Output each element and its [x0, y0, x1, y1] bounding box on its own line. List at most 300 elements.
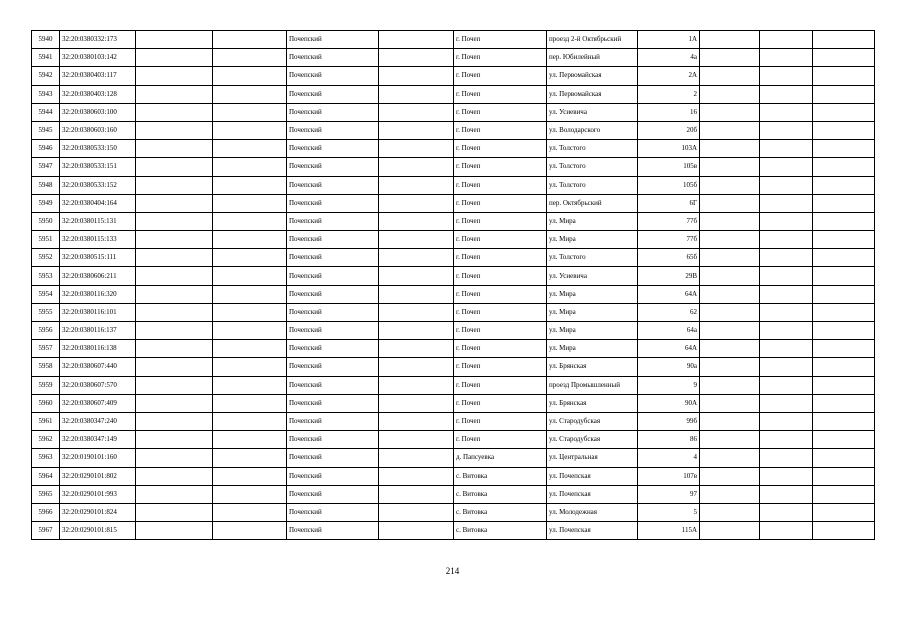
settlement-cell: г. Почеп: [454, 67, 547, 85]
empty-cell: [760, 522, 813, 540]
table-row: [32, 85, 875, 103]
empty-cell: [136, 394, 213, 412]
empty-cell: [379, 267, 454, 285]
settlement-cell: г. Почеп: [454, 85, 547, 103]
street-cell: ул. Мира: [547, 231, 638, 249]
empty-cell: [700, 376, 760, 394]
empty-cell: [700, 358, 760, 376]
table-row: [32, 449, 875, 467]
empty-cell: [136, 303, 213, 321]
table-row: [32, 431, 875, 449]
empty-cell: [213, 194, 287, 212]
row-number: 5942: [32, 67, 60, 85]
house-number-cell: 2А: [638, 67, 700, 85]
empty-cell: [379, 67, 454, 85]
settlement-cell: г. Почеп: [454, 103, 547, 121]
empty-cell: [813, 503, 875, 521]
empty-cell: [379, 485, 454, 503]
empty-cell: [379, 449, 454, 467]
empty-cell: [213, 231, 287, 249]
empty-cell: [813, 267, 875, 285]
empty-cell: [213, 431, 287, 449]
empty-cell: [136, 322, 213, 340]
empty-cell: [700, 522, 760, 540]
district-cell: Почепский: [287, 412, 379, 430]
empty-cell: [136, 85, 213, 103]
street-cell: пер. Юбилейный: [547, 49, 638, 67]
row-number: 5962: [32, 431, 60, 449]
empty-cell: [136, 467, 213, 485]
empty-cell: [213, 121, 287, 139]
table-row: [32, 412, 875, 430]
empty-cell: [813, 285, 875, 303]
empty-cell: [760, 31, 813, 49]
empty-cell: [760, 303, 813, 321]
empty-cell: [213, 249, 287, 267]
street-cell: ул. Усиевича: [547, 267, 638, 285]
empty-cell: [379, 249, 454, 267]
empty-cell: [760, 249, 813, 267]
empty-cell: [213, 522, 287, 540]
street-cell: ул. Брянская: [547, 394, 638, 412]
table-row: [32, 231, 875, 249]
settlement-cell: г. Почеп: [454, 158, 547, 176]
empty-cell: [136, 103, 213, 121]
settlement-cell: г. Почеп: [454, 394, 547, 412]
settlement-cell: г. Почеп: [454, 322, 547, 340]
empty-cell: [136, 249, 213, 267]
empty-cell: [136, 158, 213, 176]
house-number-cell: 5: [638, 503, 700, 521]
empty-cell: [136, 212, 213, 230]
empty-cell: [379, 49, 454, 67]
table-row: [32, 103, 875, 121]
empty-cell: [379, 394, 454, 412]
table-row: [32, 485, 875, 503]
empty-cell: [213, 67, 287, 85]
empty-cell: [760, 267, 813, 285]
empty-cell: [136, 376, 213, 394]
empty-cell: [213, 212, 287, 230]
empty-cell: [813, 67, 875, 85]
empty-cell: [813, 194, 875, 212]
street-cell: ул. Толстого: [547, 158, 638, 176]
settlement-cell: г. Почеп: [454, 140, 547, 158]
table-row: [32, 176, 875, 194]
cadastral-number: 32:20:0380404:164: [60, 194, 136, 212]
settlement-cell: г. Почеп: [454, 212, 547, 230]
empty-cell: [813, 85, 875, 103]
empty-cell: [700, 503, 760, 521]
district-cell: Почепский: [287, 212, 379, 230]
street-cell: ул. Мира: [547, 212, 638, 230]
street-cell: ул. Мира: [547, 285, 638, 303]
empty-cell: [760, 285, 813, 303]
empty-cell: [136, 412, 213, 430]
empty-cell: [379, 140, 454, 158]
empty-cell: [213, 158, 287, 176]
house-number-cell: 9: [638, 376, 700, 394]
empty-cell: [760, 85, 813, 103]
empty-cell: [813, 394, 875, 412]
empty-cell: [213, 485, 287, 503]
cadastral-number: 32:20:0380332:173: [60, 31, 136, 49]
empty-cell: [136, 340, 213, 358]
empty-cell: [213, 303, 287, 321]
house-number-cell: 64а: [638, 322, 700, 340]
house-number-cell: 103А: [638, 140, 700, 158]
empty-cell: [379, 340, 454, 358]
street-cell: пер. Октябрьский: [547, 194, 638, 212]
empty-cell: [136, 358, 213, 376]
street-cell: ул. Центральная: [547, 449, 638, 467]
empty-cell: [760, 158, 813, 176]
empty-cell: [136, 67, 213, 85]
empty-cell: [760, 412, 813, 430]
house-number-cell: 1А: [638, 31, 700, 49]
street-cell: проезд 2-й Октябрьский: [547, 31, 638, 49]
district-cell: Почепский: [287, 449, 379, 467]
empty-cell: [760, 485, 813, 503]
cadastral-number: 32:20:0380607:409: [60, 394, 136, 412]
row-number: 5944: [32, 103, 60, 121]
table-row: [32, 121, 875, 139]
empty-cell: [813, 449, 875, 467]
house-number-cell: 115А: [638, 522, 700, 540]
empty-cell: [136, 140, 213, 158]
empty-cell: [760, 212, 813, 230]
cadastral-number: 32:20:0380603:100: [60, 103, 136, 121]
row-number: 5959: [32, 376, 60, 394]
settlement-cell: д. Папсуевка: [454, 449, 547, 467]
empty-cell: [813, 158, 875, 176]
empty-cell: [213, 467, 287, 485]
empty-cell: [136, 49, 213, 67]
empty-cell: [700, 267, 760, 285]
empty-cell: [700, 449, 760, 467]
row-number: 5967: [32, 522, 60, 540]
district-cell: Почепский: [287, 176, 379, 194]
row-number: 5940: [32, 31, 60, 49]
empty-cell: [760, 140, 813, 158]
district-cell: Почепский: [287, 103, 379, 121]
cadastral-number: 32:20:0380116:101: [60, 303, 136, 321]
district-cell: Почепский: [287, 358, 379, 376]
cadastral-number: 32:20:0380515:111: [60, 249, 136, 267]
empty-cell: [760, 340, 813, 358]
district-cell: Почепский: [287, 158, 379, 176]
table-row: [32, 522, 875, 540]
empty-cell: [379, 431, 454, 449]
empty-cell: [700, 31, 760, 49]
settlement-cell: г. Почеп: [454, 412, 547, 430]
settlement-cell: г. Почеп: [454, 121, 547, 139]
cadastral-number: 32:20:0380347:240: [60, 412, 136, 430]
empty-cell: [213, 412, 287, 430]
settlement-cell: г. Почеп: [454, 340, 547, 358]
table-row: [32, 322, 875, 340]
empty-cell: [213, 85, 287, 103]
empty-cell: [700, 467, 760, 485]
empty-cell: [760, 358, 813, 376]
row-number: 5957: [32, 340, 60, 358]
empty-cell: [136, 449, 213, 467]
cadastral-number: 32:20:0380116:137: [60, 322, 136, 340]
empty-cell: [213, 31, 287, 49]
settlement-cell: г. Почеп: [454, 231, 547, 249]
empty-cell: [136, 194, 213, 212]
empty-cell: [813, 176, 875, 194]
empty-cell: [760, 121, 813, 139]
empty-cell: [213, 49, 287, 67]
settlement-cell: г. Почеп: [454, 376, 547, 394]
settlement-cell: г. Почеп: [454, 358, 547, 376]
empty-cell: [813, 121, 875, 139]
settlement-cell: г. Почеп: [454, 285, 547, 303]
empty-cell: [379, 31, 454, 49]
empty-cell: [700, 249, 760, 267]
table-row: [32, 303, 875, 321]
street-cell: ул. Брянская: [547, 358, 638, 376]
cadastral-number: 32:20:0380603:160: [60, 121, 136, 139]
table-row: [32, 358, 875, 376]
empty-cell: [760, 49, 813, 67]
street-cell: ул. Володарского: [547, 121, 638, 139]
house-number-cell: 105в: [638, 158, 700, 176]
empty-cell: [379, 376, 454, 394]
street-cell: ул. Стародубская: [547, 431, 638, 449]
empty-cell: [813, 303, 875, 321]
table-row: [32, 467, 875, 485]
empty-cell: [700, 49, 760, 67]
table-row: [32, 394, 875, 412]
house-number-cell: 4: [638, 449, 700, 467]
street-cell: ул. Усиевича: [547, 103, 638, 121]
table-row: [32, 140, 875, 158]
empty-cell: [136, 485, 213, 503]
district-cell: Почепский: [287, 522, 379, 540]
empty-cell: [813, 249, 875, 267]
table-row: [32, 194, 875, 212]
house-number-cell: 90а: [638, 358, 700, 376]
settlement-cell: г. Почеп: [454, 267, 547, 285]
table-row: [32, 67, 875, 85]
empty-cell: [379, 303, 454, 321]
empty-cell: [379, 121, 454, 139]
empty-cell: [136, 31, 213, 49]
empty-cell: [813, 522, 875, 540]
empty-cell: [813, 431, 875, 449]
district-cell: Почепский: [287, 376, 379, 394]
empty-cell: [700, 394, 760, 412]
table-row: [32, 212, 875, 230]
table-row: [32, 340, 875, 358]
house-number-cell: 6Г: [638, 194, 700, 212]
cadastral-number: 32:20:0290101:815: [60, 522, 136, 540]
empty-cell: [760, 103, 813, 121]
empty-cell: [379, 467, 454, 485]
row-number: 5960: [32, 394, 60, 412]
house-number-cell: 107в: [638, 467, 700, 485]
empty-cell: [136, 522, 213, 540]
district-cell: Почепский: [287, 303, 379, 321]
empty-cell: [213, 376, 287, 394]
empty-cell: [213, 267, 287, 285]
empty-cell: [813, 103, 875, 121]
empty-cell: [213, 358, 287, 376]
empty-cell: [813, 358, 875, 376]
empty-cell: [760, 394, 813, 412]
row-number: 5941: [32, 49, 60, 67]
empty-cell: [136, 267, 213, 285]
empty-cell: [813, 140, 875, 158]
empty-cell: [213, 449, 287, 467]
empty-cell: [213, 394, 287, 412]
empty-cell: [379, 212, 454, 230]
empty-cell: [700, 212, 760, 230]
row-number: 5943: [32, 85, 60, 103]
house-number-cell: 77б: [638, 231, 700, 249]
cadastral-number: 32:20:0380403:117: [60, 67, 136, 85]
district-cell: Почепский: [287, 340, 379, 358]
cadastral-number: 32:20:0380607:570: [60, 376, 136, 394]
empty-cell: [760, 322, 813, 340]
street-cell: ул. Почепская: [547, 485, 638, 503]
empty-cell: [700, 322, 760, 340]
table-row: [32, 376, 875, 394]
house-number-cell: 97: [638, 485, 700, 503]
district-cell: Почепский: [287, 503, 379, 521]
empty-cell: [379, 231, 454, 249]
house-number-cell: 16: [638, 103, 700, 121]
street-cell: ул. Мира: [547, 322, 638, 340]
district-cell: Почепский: [287, 194, 379, 212]
row-number: 5964: [32, 467, 60, 485]
empty-cell: [213, 140, 287, 158]
house-number-cell: 86: [638, 431, 700, 449]
district-cell: Почепский: [287, 140, 379, 158]
empty-cell: [813, 376, 875, 394]
row-number: 5965: [32, 485, 60, 503]
house-number-cell: 4а: [638, 49, 700, 67]
empty-cell: [213, 322, 287, 340]
empty-cell: [700, 158, 760, 176]
house-number-cell: 20б: [638, 121, 700, 139]
empty-cell: [379, 412, 454, 430]
empty-cell: [379, 358, 454, 376]
row-number: 5949: [32, 194, 60, 212]
empty-cell: [760, 503, 813, 521]
cadastral-number: 32:20:0380103:142: [60, 49, 136, 67]
empty-cell: [379, 103, 454, 121]
empty-cell: [700, 285, 760, 303]
empty-cell: [700, 176, 760, 194]
empty-cell: [379, 176, 454, 194]
street-cell: ул. Толстого: [547, 140, 638, 158]
cadastral-number: 32:20:0380347:149: [60, 431, 136, 449]
empty-cell: [700, 140, 760, 158]
district-cell: Почепский: [287, 231, 379, 249]
house-number-cell: 99б: [638, 412, 700, 430]
district-cell: Почепский: [287, 249, 379, 267]
table-row: [32, 503, 875, 521]
empty-cell: [813, 467, 875, 485]
empty-cell: [813, 49, 875, 67]
row-number: 5953: [32, 267, 60, 285]
cadastral-number: 32:20:0380116:320: [60, 285, 136, 303]
empty-cell: [700, 67, 760, 85]
house-number-cell: 64А: [638, 285, 700, 303]
row-number: 5956: [32, 322, 60, 340]
empty-cell: [813, 212, 875, 230]
empty-cell: [700, 485, 760, 503]
empty-cell: [379, 285, 454, 303]
empty-cell: [760, 194, 813, 212]
empty-cell: [379, 522, 454, 540]
settlement-cell: с. Витовка: [454, 522, 547, 540]
cadastral-number: 32:20:0380403:128: [60, 85, 136, 103]
district-cell: Почепский: [287, 285, 379, 303]
registry-table: [31, 30, 875, 540]
settlement-cell: с. Витовка: [454, 485, 547, 503]
empty-cell: [213, 103, 287, 121]
empty-cell: [700, 103, 760, 121]
empty-cell: [700, 85, 760, 103]
street-cell: ул. Первомайская: [547, 85, 638, 103]
table-row: [32, 31, 875, 49]
empty-cell: [213, 503, 287, 521]
cadastral-number: 32:20:0380533:151: [60, 158, 136, 176]
cadastral-number: 32:20:0190101:160: [60, 449, 136, 467]
house-number-cell: 90А: [638, 394, 700, 412]
cadastral-number: 32:20:0290101:993: [60, 485, 136, 503]
settlement-cell: г. Почеп: [454, 303, 547, 321]
cadastral-number: 32:20:0380606:211: [60, 267, 136, 285]
house-number-cell: 29В: [638, 267, 700, 285]
row-number: 5946: [32, 140, 60, 158]
row-number: 5951: [32, 231, 60, 249]
empty-cell: [136, 431, 213, 449]
settlement-cell: г. Почеп: [454, 49, 547, 67]
empty-cell: [379, 85, 454, 103]
district-cell: Почепский: [287, 467, 379, 485]
street-cell: ул. Первомайская: [547, 67, 638, 85]
empty-cell: [700, 231, 760, 249]
district-cell: Почепский: [287, 67, 379, 85]
district-cell: Почепский: [287, 85, 379, 103]
district-cell: Почепский: [287, 322, 379, 340]
row-number: 5945: [32, 121, 60, 139]
settlement-cell: с. Витовка: [454, 467, 547, 485]
empty-cell: [700, 121, 760, 139]
empty-cell: [813, 412, 875, 430]
row-number: 5947: [32, 158, 60, 176]
row-number: 5950: [32, 212, 60, 230]
row-number: 5961: [32, 412, 60, 430]
street-cell: ул. Стародубская: [547, 412, 638, 430]
house-number-cell: 2: [638, 85, 700, 103]
street-cell: ул. Молодежная: [547, 503, 638, 521]
district-cell: Почепский: [287, 49, 379, 67]
empty-cell: [760, 231, 813, 249]
table-row: [32, 49, 875, 67]
street-cell: проезд Промышленный: [547, 376, 638, 394]
empty-cell: [379, 322, 454, 340]
empty-cell: [760, 376, 813, 394]
empty-cell: [760, 176, 813, 194]
street-cell: ул. Почепская: [547, 467, 638, 485]
street-cell: ул. Почепская: [547, 522, 638, 540]
